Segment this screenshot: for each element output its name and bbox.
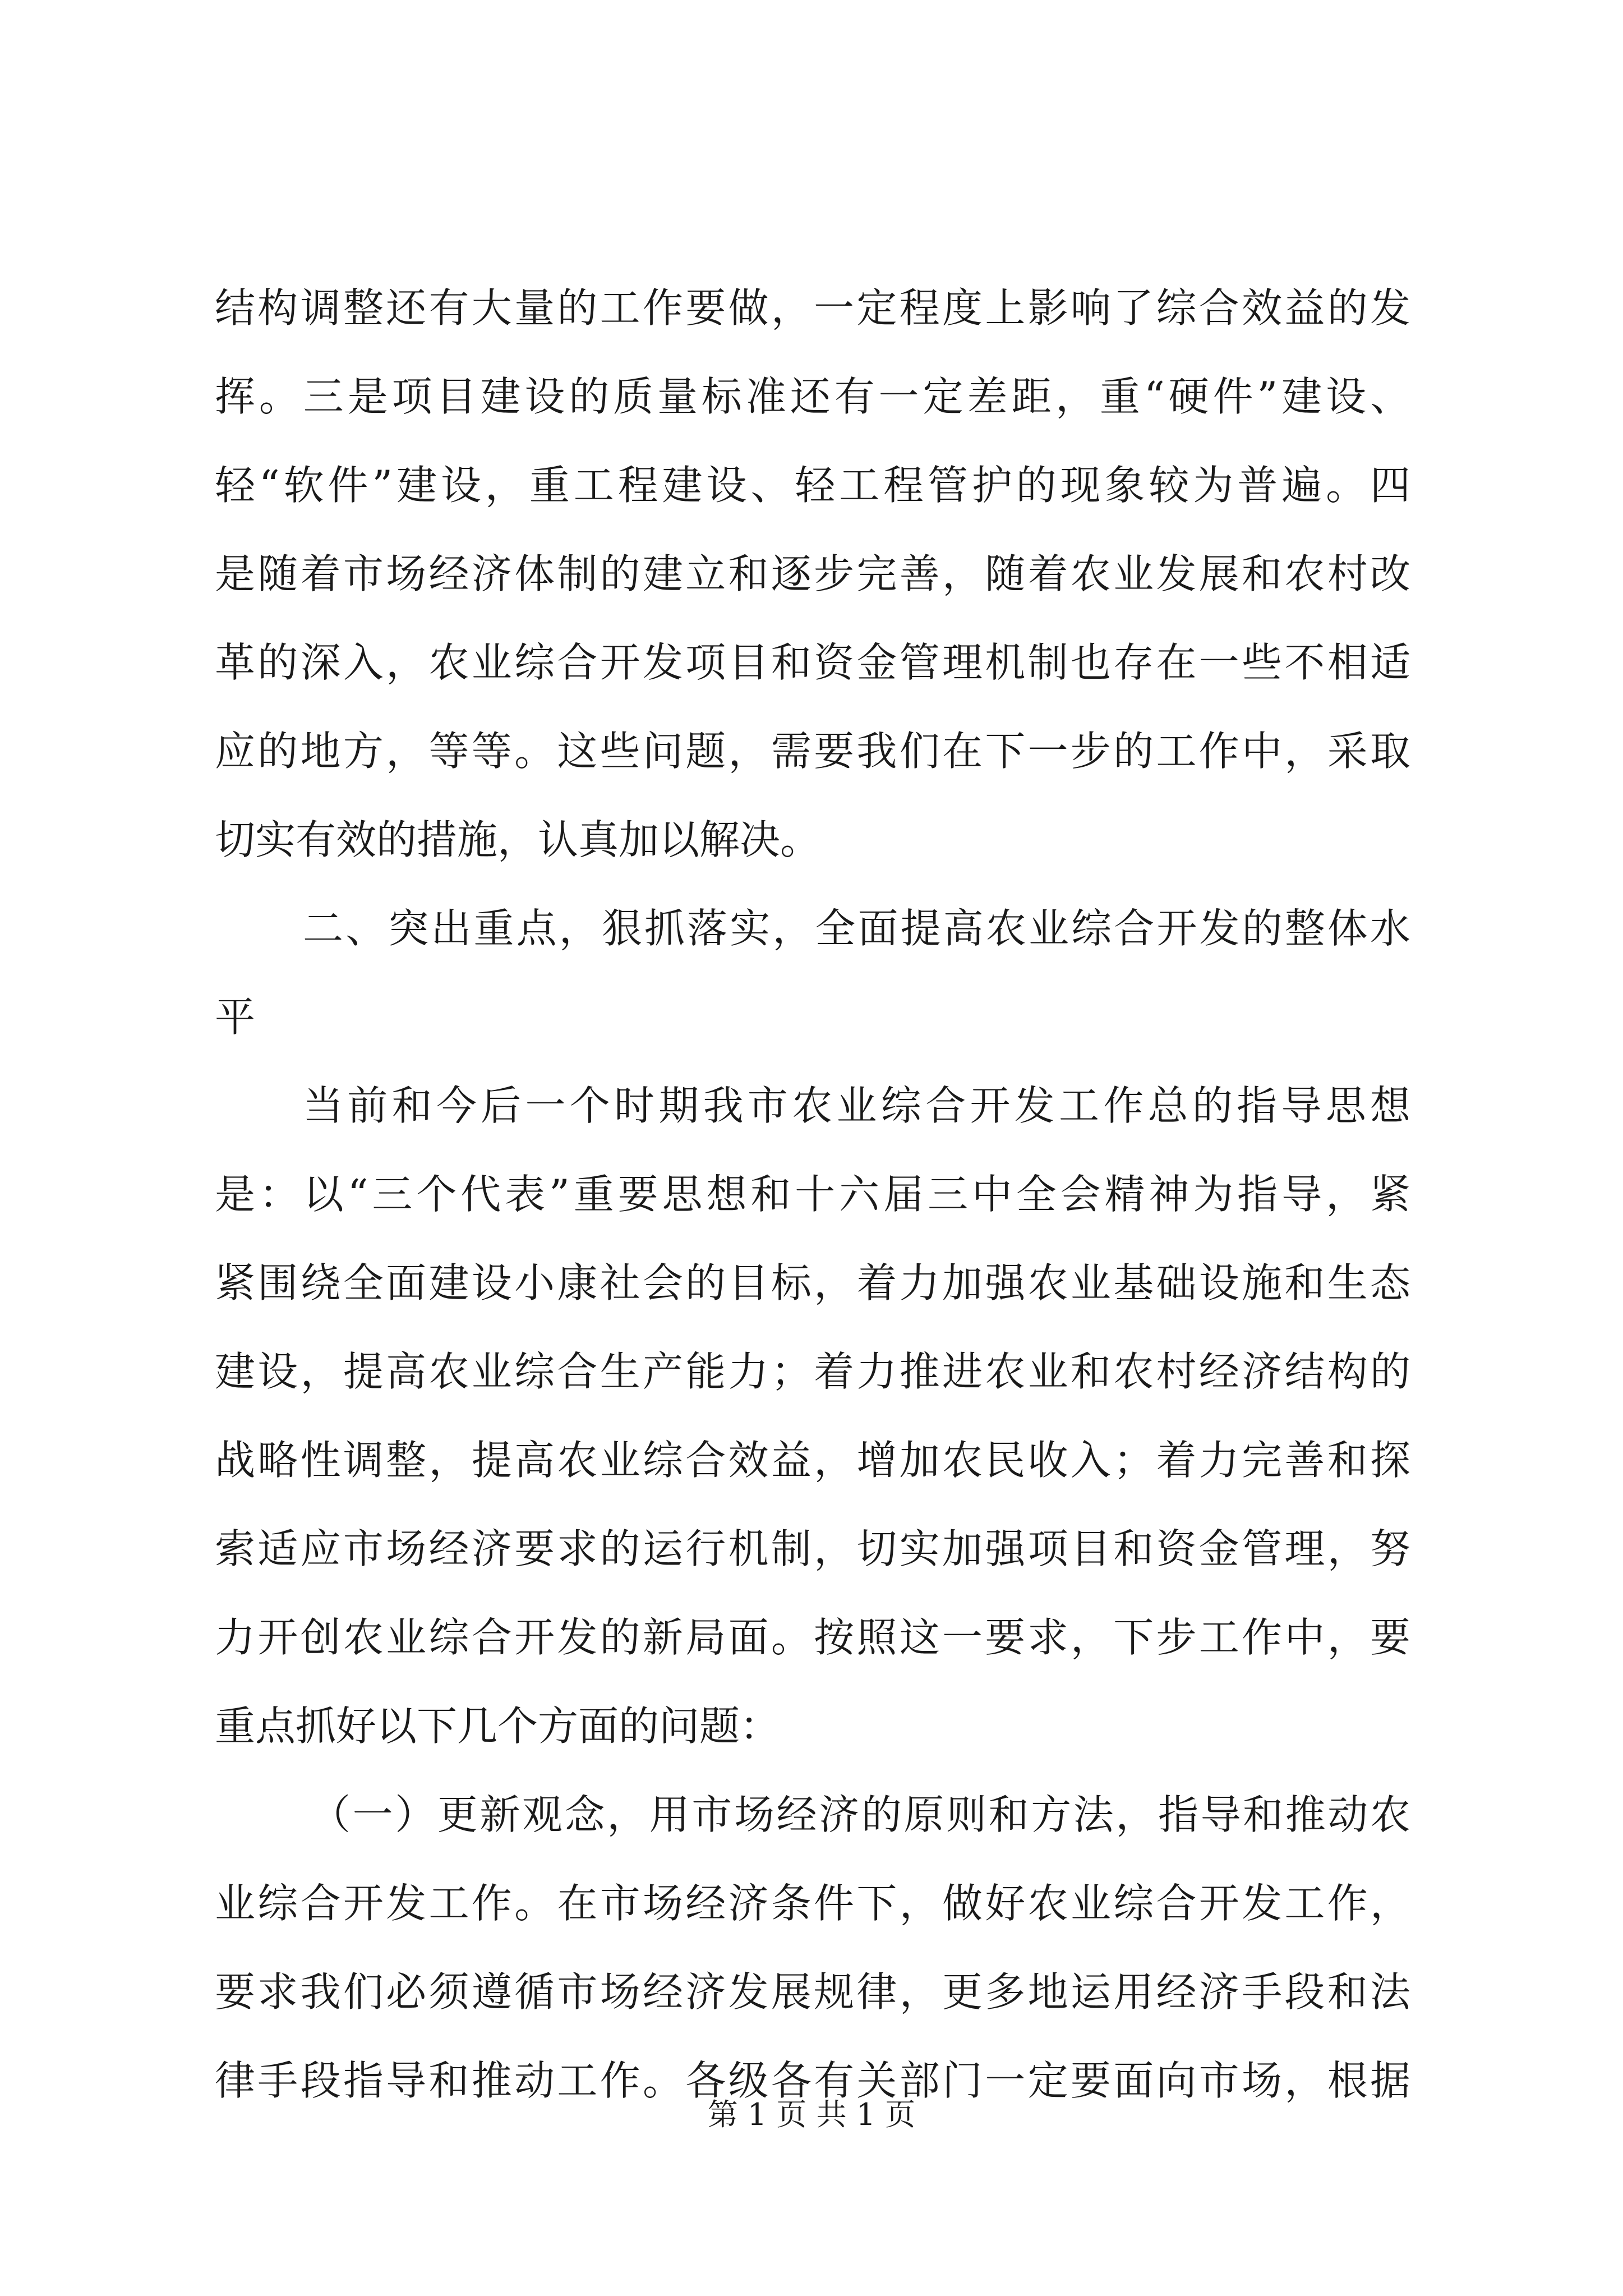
body-line: 紧围绕全面建设小康社会的目标，着力加强农业基础设施和生态 bbox=[215, 1259, 1410, 1306]
body-line: 应的地方，等等。这些问题，需要我们在下一步的工作中，采取 bbox=[215, 728, 1410, 775]
body-line: 要求我们必须遵循市场经济发展规律，更多地运用经济手段和法 bbox=[215, 1968, 1410, 2016]
body-line: 革的深入，农业综合开发项目和资金管理机制也存在一些不相适 bbox=[215, 639, 1410, 686]
document-body bbox=[215, 264, 1410, 2125]
body-line: 重点抓好以下几个方面的问题： bbox=[215, 1703, 781, 1750]
body-line: 挥。三是项目建设的质量标准还有一定差距，重“硬件”建设、 bbox=[215, 373, 1410, 420]
body-line: 律手段指导和推动工作。各级各有关部门一定要面向市场，根据 bbox=[215, 2057, 1410, 2104]
body-line: 是随着市场经济体制的建立和逐步完善，随着农业发展和农村改 bbox=[215, 550, 1410, 597]
section-heading-line: 二、突出重点，狠抓落实，全面提高农业综合开发的整体水 bbox=[303, 905, 1410, 952]
body-line: 建设，提高农业综合生产能力；着力推进农业和农村经济结构的 bbox=[215, 1348, 1410, 1395]
body-line: 索适应市场经济要求的运行机制，切实加强项目和资金管理，努 bbox=[215, 1525, 1410, 1572]
page-number-footer: 第 1 页 共 1 页 bbox=[707, 2097, 916, 2132]
body-line: 力开创农业综合开发的新局面。按照这一要求，下步工作中，要 bbox=[215, 1614, 1410, 1661]
body-line: 结构调整还有大量的工作要做，一定程度上影响了综合效益的发 bbox=[215, 284, 1410, 332]
section-heading-line: 平 bbox=[215, 993, 256, 1041]
body-line: 战略性调整，提高农业综合效益，增加农民收入；着力完善和探 bbox=[215, 1437, 1410, 1484]
body-line: 是：以“三个代表”重要思想和十六届三中全会精神为指导，紧 bbox=[215, 1171, 1410, 1218]
body-line: 业综合开发工作。在市场经济条件下，做好农业综合开发工作， bbox=[215, 1880, 1410, 1927]
body-line: 轻“软件”建设，重工程建设、轻工程管护的现象较为普遍。四 bbox=[215, 462, 1410, 509]
subsection-line: （一）更新观念，用市场经济的原则和方法，指导和推动农 bbox=[310, 1791, 1410, 1838]
body-line: 当前和今后一个时期我市农业综合开发工作总的指导思想 bbox=[303, 1082, 1410, 1129]
body-line: 切实有效的措施，认真加以解决。 bbox=[215, 816, 821, 863]
